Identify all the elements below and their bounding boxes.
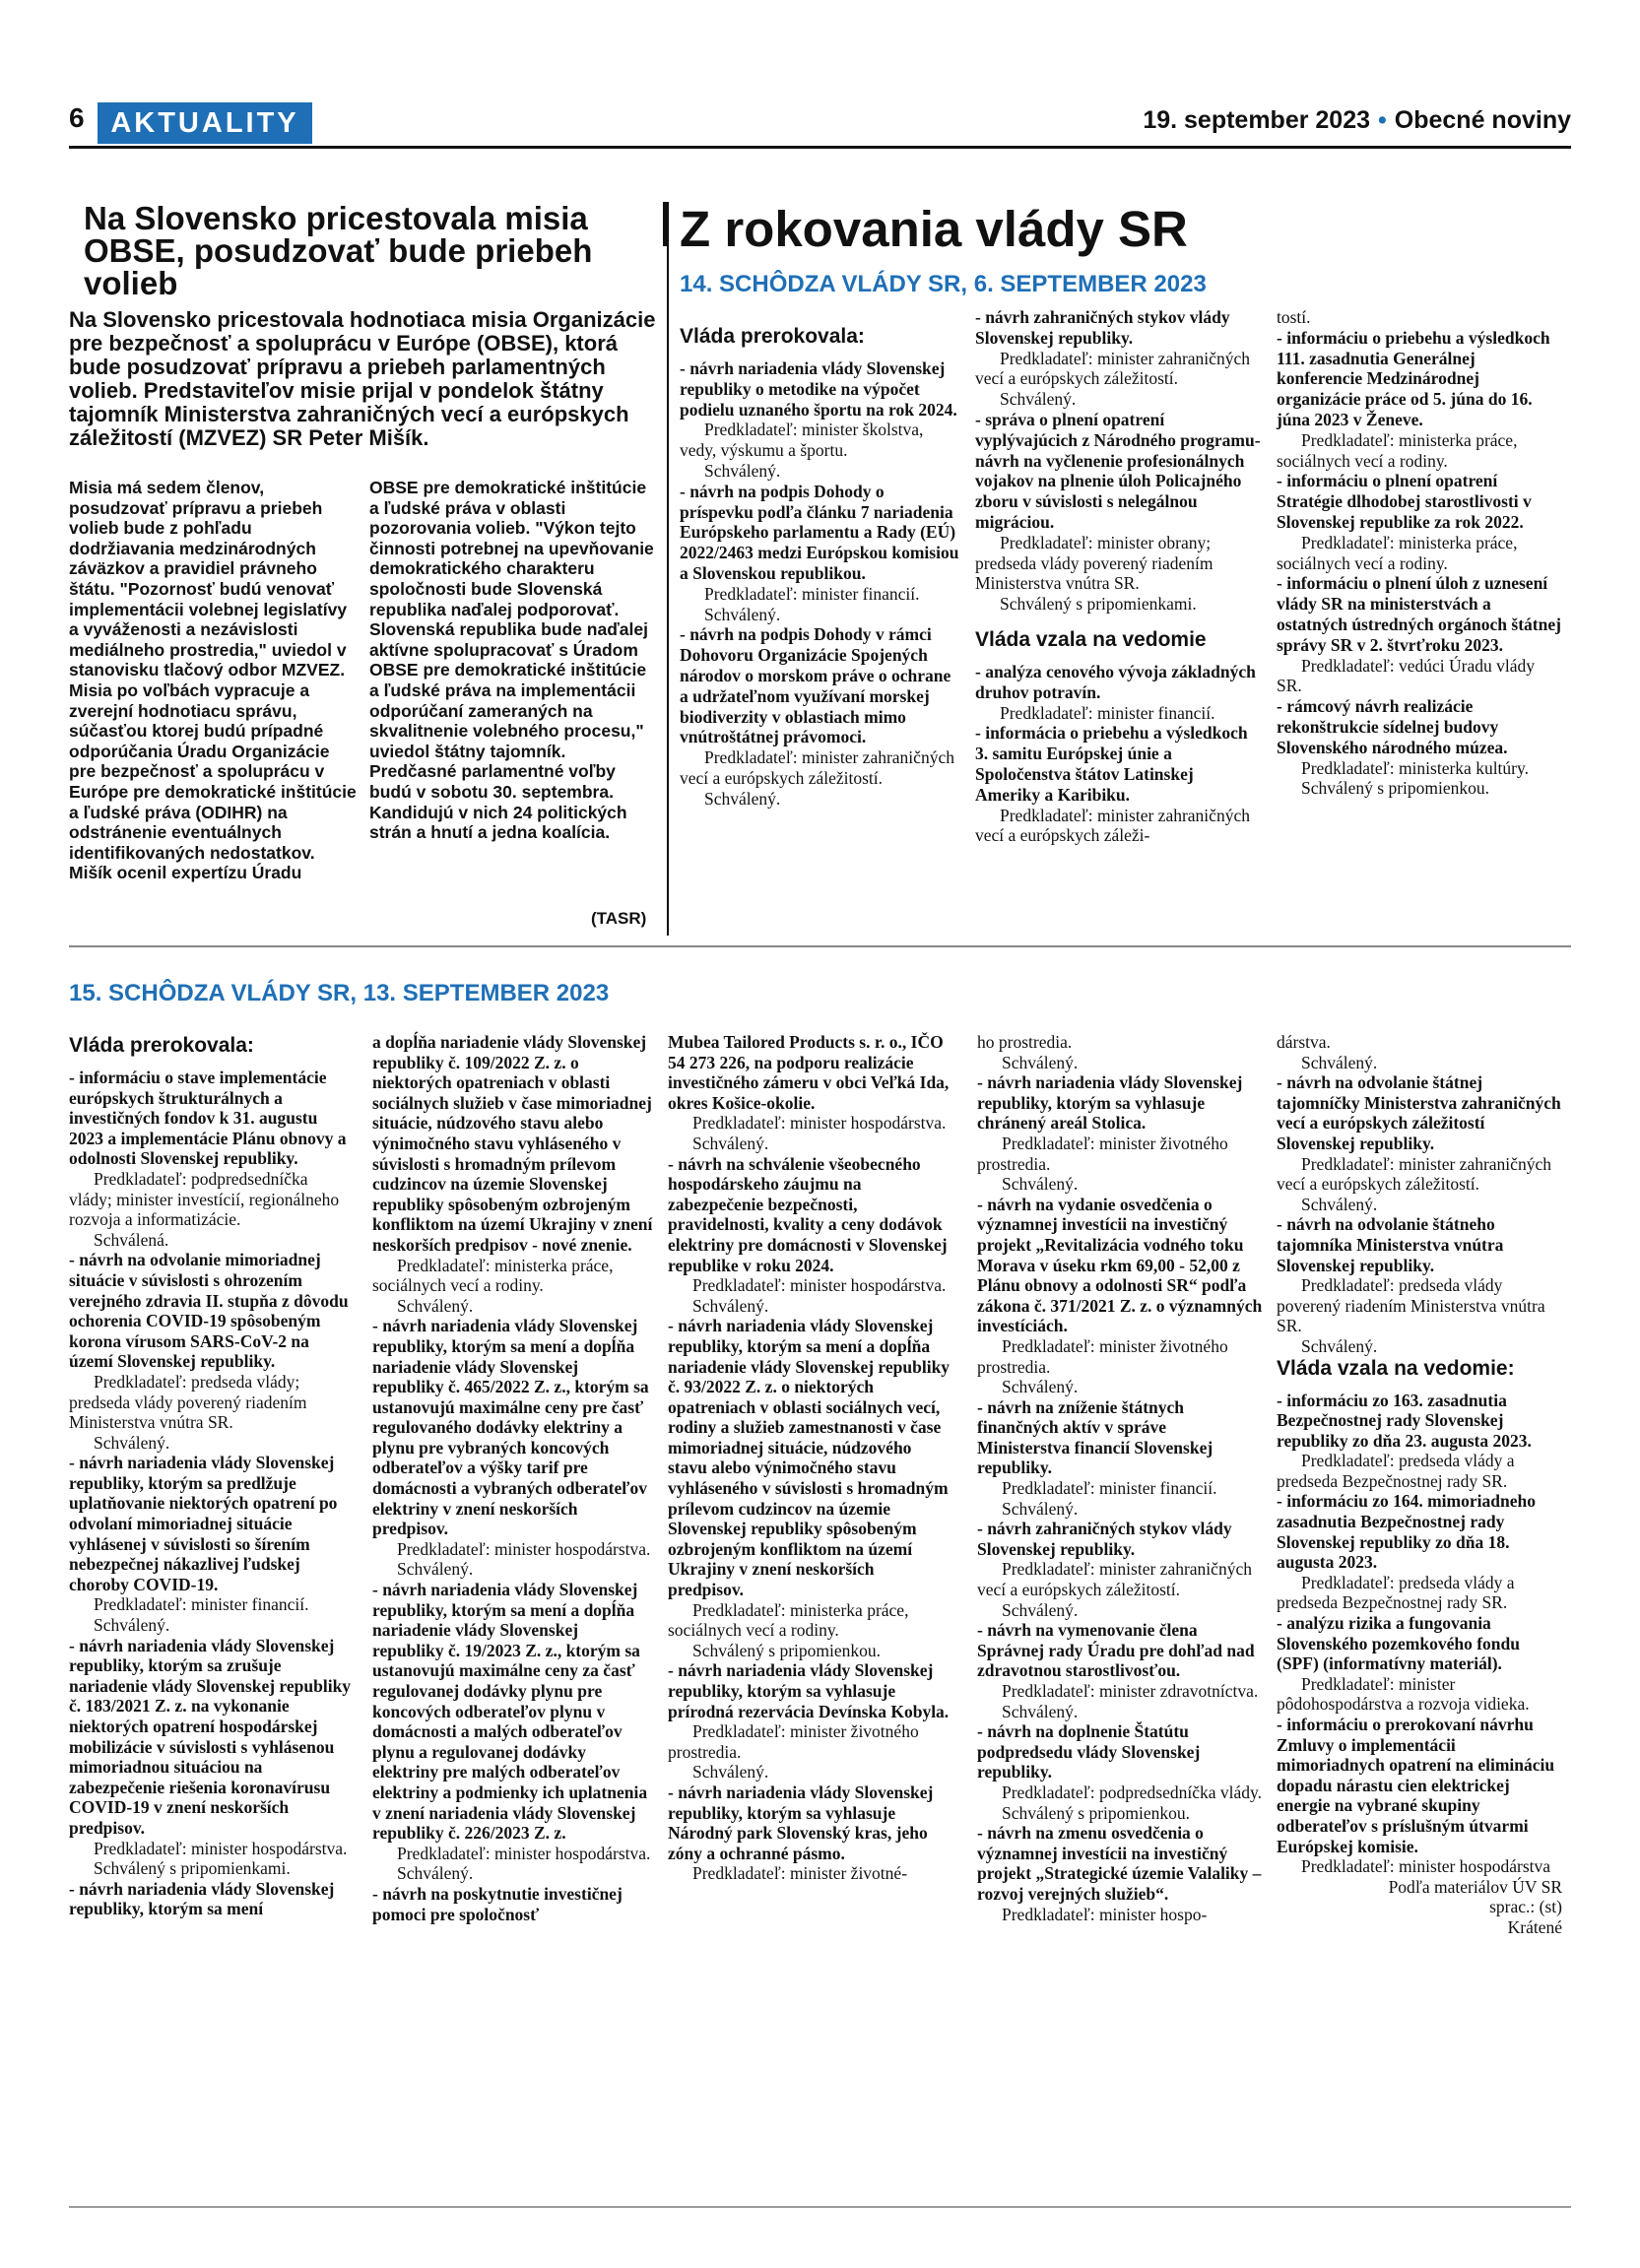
agenda-note: Schválený s pripomienkou.: [1301, 778, 1490, 799]
agenda-note: Schválený.: [397, 1863, 474, 1884]
agenda-note: Predkladateľ: predseda vlády a predseda Bezpečnostnej rady SR.: [1277, 1572, 1515, 1613]
agenda-note: Predkladateľ: minister hospodárstva.: [397, 1538, 651, 1559]
title-bar: [663, 202, 669, 246]
agenda-note: Schválený.: [1002, 1052, 1079, 1072]
publication-name: Obecné noviny: [1394, 106, 1571, 134]
agenda-note: dárstva.: [1277, 1032, 1331, 1052]
agenda-item: - návrh nariadenia vlády Slovenskej republiky, ktorým sa mení a dopĺňa nariadenie vlády Slovenskej republiky č. 465/2022 Z. z., ktorým sa ustanovujú maximálne ceny pre časť regulovaného dodávky elektriny a plynu pre vybraných koncových odberateľov a výšky tarif pre domácnosti a vybraných odberateľov elektriny v znení neskorších predpisov.: [372, 1316, 649, 1539]
article-title: Na Slovensko pricestovala misia OBSE, posudzovať bude priebeh volieb: [84, 200, 593, 301]
agenda-note: Predkladateľ: minister pôdohospodárstva a rozvoja vidieka.: [1277, 1673, 1530, 1715]
agenda-note: Predkladateľ: minister hospodárstva.: [692, 1113, 947, 1134]
agenda-item: - návrh na vymenovanie člena Správnej rady Úradu pre dohľad nad zdravotnou starostlivosťou.: [977, 1620, 1255, 1681]
agenda-note: Predkladateľ: podpredsedníčka vlády.: [1002, 1782, 1263, 1802]
agenda-item: - návrh zahraničných stykov vlády Slovenskej republiky.: [975, 307, 1230, 348]
agenda-note: Schválený.: [704, 460, 781, 481]
agenda-note: Predkladateľ: predseda vlády a predseda Bezpečnostnej rady SR.: [1277, 1451, 1515, 1491]
agenda-item: - návrh na podpis Dohody o príspevku podľa článku 7 nariadenia Európskeho parlamentu a Rady (EÚ) 2022/2463 medzi Európskou komisiou a Slovenskou republikou.: [680, 481, 959, 583]
agenda-note: Schválený.: [1002, 1498, 1079, 1519]
footer-rule: [69, 2206, 1571, 2208]
section-divider: [69, 945, 1571, 947]
agenda-note: Schválený.: [397, 1295, 474, 1316]
agenda-note: Schválený.: [704, 788, 781, 809]
session-heading: 14. SCHÔDZA VLÁDY SR, 6. SEPTEMBER 2023: [680, 271, 1207, 297]
main-article-title: Z rokovania vlády SR: [680, 201, 1188, 257]
agenda-note: Schválený s pripomienkou.: [1002, 1802, 1191, 1823]
agenda-note: Predkladateľ: minister obrany; predseda vlády poverený riadením Ministerstva vnútra SR.: [975, 532, 1214, 594]
agenda-item: - návrh na podpis Dohody v rámci Dohovoru Organizácie Spojených národov o morskom práve o ochrane a udržateľnom využívaní morskej biodiverzity v oblastiach mimo vnútroštátnej právomoci.: [680, 624, 951, 747]
agenda-item: - informáciu zo 164. mimoriadneho zasadnutia Bezpečnostnej rady Slovenskej republiky zo dňa 18. augusta 2023.: [1277, 1491, 1536, 1573]
agenda-note: Predkladateľ: minister životného prostredia.: [977, 1133, 1228, 1174]
article-text: OBSE pre demokratické inštitúcie a ľudské práva v oblasti pozorovania volieb. "Výkon tejto činnosti potrebnej na upevňovanie demokratického charakteru spoločnosti bude Slovenská republika naďalej podporovať. Slovenská republika bude naďalej aktívne spolupracovať s Úradom OBSE pre demokratické inštitúcie a ľudské práva na implementácii odporúčaní zameraných na skvalitnenie volebného procesu," uviedol štátny tajomník. Predčasné parlamentné voľby budú v sobotu 30. septembra. Kandidujú v nich 24 politických strán a hnutí a jedna koalícia.: [369, 478, 654, 843]
agenda-note: Predkladateľ: minister hospodárstva: [1301, 1856, 1551, 1877]
agenda-item: - analýza cenového vývoja základných druhov potravín.: [975, 661, 1256, 702]
agenda-note: Schválený s pripomienkou.: [692, 1640, 882, 1660]
session15-column-5: [1277, 1032, 1562, 1938]
agenda-note: Predkladateľ: minister zahraničných vecí a európskych záleži-: [975, 805, 1250, 846]
agenda-note: tostí.: [1277, 307, 1311, 327]
article-lead: Na Slovensko pricestovala hodnotiaca misia Organizácie pre bezpečnosť a spoluprácu v Európe (OBSE), ktorá bude posudzovať prípravu a priebeh parlamentných volieb. Predstaviteľov misie prijal v pondelok štátny tajomník Ministerstva zahraničných vecí a európskych záležitostí (MZVEZ) SR Peter Mišík.: [69, 307, 656, 450]
session14-column-3: [1277, 307, 1562, 799]
agenda-note: Schválený.: [1002, 1377, 1079, 1397]
subheading: Vláda prerokovala:: [680, 325, 865, 348]
agenda-note: Predkladateľ: minister životného prostredia.: [977, 1335, 1228, 1377]
agenda-note: Schválený.: [1002, 1701, 1079, 1721]
agenda-item: - návrh nariadenia vlády Slovenskej republiky, ktorým sa mení: [69, 1878, 335, 1919]
agenda-note: Predkladateľ: minister hospo-: [1002, 1904, 1208, 1924]
agenda-note: Schválený.: [692, 1295, 769, 1316]
agenda-item: - návrh nariadenia vlády Slovenskej republiky o metodike na výpočet podielu uznaného športu na rok 2024.: [680, 358, 957, 420]
agenda-note: Predkladateľ: ministerka práce, sociálnych vecí a rodiny.: [1277, 532, 1518, 573]
agenda-item: - návrh nariadenia vlády Slovenskej republiky, ktorým sa predlžuje uplatňovanie niektorých opatrení po odvolaní mimoriadnej situácie vyhlásenej v súvislosti so šírením nebezpečnej nákazlivej ľudskej choroby COVID-19.: [69, 1453, 338, 1594]
agenda-item: - návrh nariadenia vlády Slovenskej republiky, ktorým sa mení a dopĺňa nariadenie vlády Slovenskej republiky č. 93/2022 Z. z. o niektorých opatreniach v oblasti sociálnych vecí, rodiny a služieb zamestnanosti v čase mimoriadnej situácie, núdzového stavu alebo výnimočného stavu vyhláseného v súvislosti s hromadným prílevom cudzincov na územie Slovenskej republiky spôsobeným ozbrojeným konfliktom na území Ukrajiny v znení neskorších predpisov.: [668, 1316, 951, 1600]
agenda-note: Predkladateľ: minister zahraničných vecí a európskych záležitostí.: [1277, 1153, 1551, 1195]
session15-column-4: [977, 1032, 1263, 1924]
agenda-note: sprac.: (st): [1489, 1897, 1562, 1917]
agenda-item: - rámcový návrh realizácie rekonštrukcie sídelnej budovy Slovenského národného múzea.: [1277, 696, 1508, 757]
agenda-item: - informácia o priebehu a výsledkoch 3. samitu Európskej únie a Spoločenstva štátov Latinskej Ameriky a Karibiku.: [975, 723, 1248, 805]
agenda-item: - informáciu o plnení úloh z uznesení vlády SR na ministerstvách a ostatných ústredných orgánoch štátnej správy SR v 2. štvrťroku 2023.: [1277, 573, 1561, 655]
agenda-note: Podľa materiálov ÚV SR: [1388, 1876, 1562, 1897]
agenda-item: - návrh na schválenie všeobecného hospodárskeho záujmu na zabezpečenie bezpečnosti, pravidelnosti, kvality a ceny dodávok elektriny pre domácnosti v Slovenskej republike v roku 2024.: [668, 1153, 948, 1275]
agenda-item: - návrh nariadenia vlády Slovenskej republiky, ktorým sa zrušuje nariadenie vlády Slovenskej republiky č. 183/2021 Z. z. na vykonanie niektorých opatrení hospodárskej mobilizácie v súvislosti s vyhlásenou mimoriadnou situáciou na zabezpečenie riešenia koronavírusu COVID-19 v znení neskorších predpisov.: [69, 1635, 352, 1838]
subheading: Vláda vzala na vedomie:: [1277, 1356, 1515, 1380]
agenda-item: - informáciu o stave implementácie európskych štrukturálnych a investičných fondov k 31. augustu 2023 a implementácie Plánu obnovy a odolnosti Slovenskej republiky.: [69, 1068, 347, 1169]
agenda-item: - návrh na odvolanie mimoriadnej situácie v súvislosti s ohrozením verejného zdravia II. stupňa z dôvodu ochorenia COVID-19 spôsobeným korona vírusom SARS-CoV-2 na území Slovenskej republiky.: [69, 1250, 349, 1372]
session14-column-2: [975, 307, 1261, 846]
agenda-item: - návrh na vydanie osvedčenia o významnej investícii na investičný projekt „Revitalizácia vodného toku Morava v úseku rkm 69,00 - 52,00 z Plánu obnovy a odolnosti SR“ podľa zákona č. 371/2021 Z. z. o významných investíciách.: [977, 1194, 1263, 1336]
session15-column-1: [69, 1034, 355, 1919]
agenda-note: Predkladateľ: podpredsedníčka vlády; minister investícií, regionálneho rozvoja a informatizácie.: [69, 1168, 340, 1230]
agenda-note: Predkladateľ: ministerka kultúry.: [1301, 757, 1529, 778]
session15-column-2: [372, 1032, 653, 1924]
agenda-note: Schválený.: [1002, 1599, 1079, 1620]
agenda-note: Predkladateľ: predseda vlády poverený riadením Ministerstva vnútra SR.: [1277, 1275, 1545, 1336]
agenda-note: Schválený.: [94, 1615, 170, 1636]
agenda-note: Predkladateľ: minister zahraničných vecí a európskych záležitostí.: [977, 1559, 1252, 1600]
session15-column-3: [668, 1032, 953, 1884]
subheading: Vláda vzala na vedomie: [975, 627, 1207, 651]
agenda-item: - návrh nariadenia vlády Slovenskej republiky, ktorým sa vyhlasuje Národný park Slovenský kras, jeho zóny a ochranné pásmo.: [668, 1782, 934, 1863]
agenda-item: - informáciu o priebehu a výsledkoch 111. zasadnutia Generálnej konferencie Medzinárodnej organizácie práce od 5. júna do 16. júna 2023 v Ženeve.: [1277, 327, 1550, 429]
agenda-note: Predkladateľ: minister financií.: [1002, 1478, 1217, 1499]
subheading: Vláda prerokovala:: [69, 1034, 254, 1057]
agenda-note: Schválená.: [94, 1229, 169, 1250]
agenda-note: Schválený.: [704, 604, 781, 624]
agenda-item: - návrh na zníženie štátnych finančných aktív v správe Ministerstva financií Slovenskej republiky.: [977, 1396, 1214, 1478]
session-heading: 15. SCHÔDZA VLÁDY SR, 13. SEPTEMBER 2023: [69, 980, 610, 1006]
article-column-2: [369, 478, 655, 843]
agenda-item: - návrh nariadenia vlády Slovenskej republiky, ktorým sa vyhlasuje prírodná rezervácia Devínska Kobyla.: [668, 1660, 950, 1721]
agenda-note: Predkladateľ: minister hospodárstva.: [94, 1838, 348, 1858]
agenda-item: - informáciu o prerokovaní návrhu Zmluvy o implementácii mimoriadnych opatrení na elimináciu dopadu nárastu cien elektrickej energie na vybrané skupiny odberateľov s príslušným útvarmi Európskej komisie.: [1277, 1715, 1555, 1856]
column-divider: [667, 207, 669, 936]
article-text: Misia má sedem členov, posudzovať prípravu a priebeh volieb bude z pohľadu dodržiavania medzinárodných záväzkov a pravidiel právneho štátu. "Pozornosť budú venovať implementácii volebnej legislatívy a vyváženosti a nezávislosti mediálneho prostredia," uviedol v stanovisku tlačový odbor MZVEZ. Misia po voľbách vypracuje a zverejní hodnotiacu správu, súčasťou ktorej budú prípadné odporúčania Úradu Organizácie pre bezpečnosť a spoluprácu v Európe pre demokratické inštitúcie a ľudské práva (ODIHR) na odstránenie eventuálnych identifikovaných nedostatkov.: [69, 478, 357, 863]
agenda-note: Predkladateľ: minister zdravotníctva.: [1002, 1681, 1259, 1701]
agenda-note: Predkladateľ: ministerka práce, sociálnych vecí a rodiny.: [668, 1599, 909, 1641]
separator-dot: •: [1378, 106, 1387, 134]
article-text-continued: Mišík ocenil expertízu Úradu: [69, 863, 302, 883]
agenda-note: Schválený.: [1002, 1174, 1079, 1195]
agenda-note: Predkladateľ: predseda vlády; predseda vlády poverený riadením Ministerstva vnútra SR.: [69, 1371, 307, 1433]
agenda-note: Predkladateľ: minister hospodárstva.: [397, 1843, 651, 1863]
agenda-note: Schválený.: [692, 1762, 769, 1782]
agenda-note: Schválený.: [1301, 1335, 1378, 1356]
agenda-item: - návrh na poskytnutie investičnej pomoci pre spoločnosť: [372, 1883, 623, 1924]
agenda-note: Schválený.: [94, 1432, 170, 1453]
session14-column-1: [680, 325, 960, 810]
agenda-note: Predkladateľ: vedúci Úradu vlády SR.: [1277, 655, 1535, 696]
section-badge: AKTUALITY: [98, 102, 312, 144]
agenda-note: Predkladateľ: minister hospodárstva.: [692, 1275, 947, 1296]
agenda-item: Mubea Tailored Products s. r. o., IČO 54 273 226, na podporu realizácie investičného zámeru v obci Veľká Ida, okres Košice-okolie.: [668, 1032, 950, 1113]
agenda-item: - informáciu o plnení opatrení Stratégie dlhodobej starostlivosti v Slovenskej republike za rok 2022.: [1277, 471, 1532, 532]
agenda-item: - analýzu rizika a fungovania Slovenského pozemkového fondu (SPF) (informatívny materiál).: [1277, 1613, 1520, 1674]
agenda-note: Predkladateľ: ministerka práce, sociálnych vecí a rodiny.: [1277, 429, 1518, 471]
agenda-note: Schválený s pripomienkami.: [1000, 594, 1197, 615]
agenda-item: - návrh na doplnenie Štatútu podpredsedu vlády Slovenskej republiky.: [977, 1721, 1201, 1782]
agenda-item: - návrh na odvolanie štátneho tajomníka Ministerstva vnútra Slovenskej republiky.: [1277, 1214, 1504, 1275]
agenda-note: ho prostredia.: [977, 1032, 1073, 1052]
agenda-note: Predkladateľ: minister zahraničných vecí a európskych záležitostí.: [975, 348, 1250, 389]
agenda-note: Schválený.: [1301, 1194, 1378, 1214]
agenda-note: Schválený.: [1000, 389, 1077, 410]
agenda-item: - návrh nariadenia vlády Slovenskej republiky, ktorým sa vyhlasuje chránený areál Stolica.: [977, 1072, 1243, 1134]
agenda-item: - správa o plnení opatrení vyplývajúcich z Národného programu- návrh na vyčlenenie profesionálnych vojakov na plnenie úloh Policajného zboru v súvislosti s nelegálnou migráciou.: [975, 409, 1261, 532]
agenda-note: Predkladateľ: minister financií.: [1000, 702, 1215, 723]
agenda-item: - návrh na zmenu osvedčenia o významnej investícii na investičný projekt „Strategické územie Valaliky – rozvoj verejných služieb“.: [977, 1823, 1262, 1904]
agenda-item: - návrh nariadenia vlády Slovenskej republiky, ktorým sa mení a dopĺňa nariadenie vlády Slovenskej republiky č. 19/2023 Z. z., ktorým sa ustanovujú maximálne ceny za časť regulovanej dodávky plynu pre koncových odberateľov plynu v domácnosti a malých odberateľov plynu a regulovanej dodávky elektriny pre malých odberateľov elektriny a podmienky ich uplatnenia v znení nariadenia vlády Slovenskej republiky č. 226/2023 Z. z.: [372, 1580, 648, 1844]
agenda-note: Schválený.: [1301, 1052, 1378, 1072]
agenda-item: a dopĺňa nariadenie vlády Slovenskej republiky č. 109/2022 Z. z. o niektorých opatreniach v oblasti sociálnych služieb v čase mimoriadnej situácie, núdzového stavu alebo výnimočného stavu vyhláseného v súvislosti s hromadným prílevom cudzincov na územie Slovenskej republiky spôsobeným ozbrojeným konfliktom na území Ukrajiny v znení neskorších predpisov - nové znenie.: [372, 1032, 653, 1255]
article-column-1: [69, 478, 360, 883]
agenda-note: Predkladateľ: ministerka práce, sociálnych vecí a rodiny.: [372, 1255, 614, 1296]
agenda-note: Predkladateľ: minister financií.: [704, 583, 920, 604]
agenda-note: Krátené: [1507, 1916, 1562, 1937]
article-source: (TASR): [591, 909, 647, 928]
agenda-note: Predkladateľ: minister zahraničných vecí a európskych záležitostí.: [680, 747, 954, 788]
agenda-item: - informáciu zo 163. zasadnutia Bezpečnostnej rady Slovenskej republiky zo dňa 23. augusta 2023.: [1277, 1390, 1532, 1451]
agenda-note: Predkladateľ: minister životné-: [692, 1863, 908, 1884]
agenda-note: Schválený.: [692, 1133, 769, 1153]
header-info: [1143, 106, 1571, 135]
header-rule: [69, 146, 1571, 149]
agenda-note: Predkladateľ: minister školstva, vedy, výskumu a športu.: [680, 420, 924, 461]
page-number: 6: [69, 102, 85, 133]
agenda-item: - návrh na odvolanie štátnej tajomníčky Ministerstva zahraničných vecí a európskych záležitostí Slovenskej republiky.: [1277, 1072, 1561, 1153]
agenda-note: Schválený.: [397, 1559, 474, 1580]
agenda-note: Predkladateľ: minister životného prostredia.: [668, 1721, 919, 1762]
agenda-item: - návrh zahraničných stykov vlády Slovenskej republiky.: [977, 1519, 1232, 1559]
agenda-note: Schválený s pripomienkami.: [94, 1858, 291, 1879]
issue-date: 19. september 2023: [1143, 106, 1371, 134]
agenda-note: Predkladateľ: minister financií.: [94, 1594, 309, 1615]
